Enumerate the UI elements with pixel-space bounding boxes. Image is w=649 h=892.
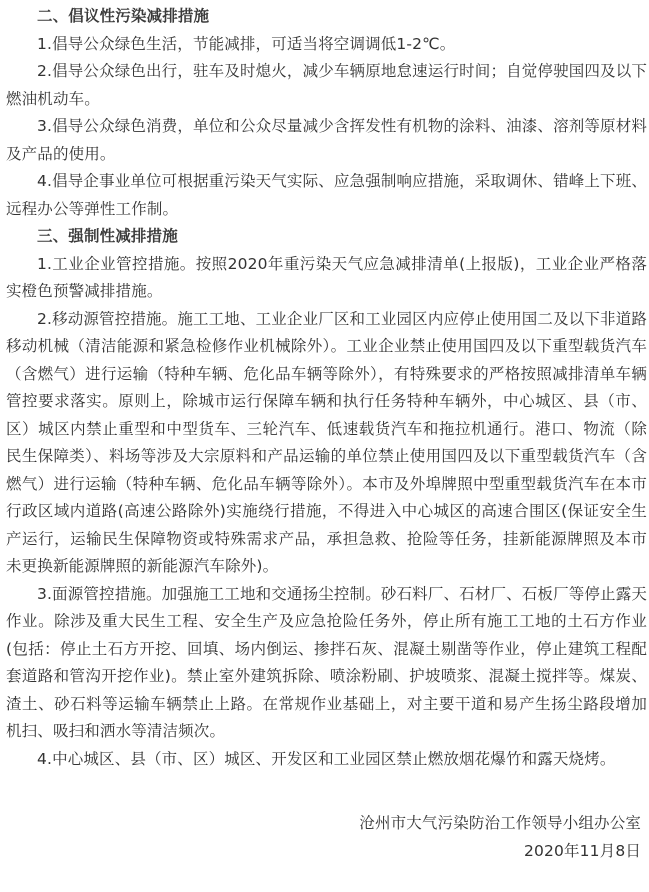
signature-date: 2020年11月8日 (523, 841, 641, 860)
section-3-item-2: 2.移动源管控措施。施工工地、工业企业厂区和工业园区内应停止使用国二及以下非道路移动机械（清洁能源和紧急检修作业机械除外）。工业企业禁止使用国四及以下重型载货汽车（含燃气）进行运输（特种车辆、危化品车辆等除外），有特殊要求的严格按照减排清单车辆管控要求落实。原则上，除城市运行保障车辆和执行任务特种车辆外，中心城区、县（市、区）城区内禁止重型和中型货车、三轮汽车、低速载货汽车和拖拉机通行。港口、物流（除民生保障类）、料场等涉及大宗原料和产品运输的单位禁止使用国四及以下重型载货汽车（含燃气）进行运输（特种车辆、危化品车辆等除外）。本市及外埠牌照中型重型载货汽车在本市行政区域内道路(高速公路除外)实施绕行措施，不得进入中心城区的高速合围区(保证安全生产运行，运输民生保障物资或特殊需求产品，承担急救、抢险等任务，挂新能源牌照及本市未更换新能源牌照的新能源汽车除外)。 (6, 309, 647, 575)
section-2-item-4: 4.倡导企事业单位可根据重污染天气实际、应急强制响应措施，采取调休、错峰上下班、远程办公等弹性工作制。 (6, 172, 647, 218)
section-2-item-1: 1.倡导公众绿色生活，节能减排，可适当将空调调低1-2℃。 (37, 34, 456, 53)
section-2-heading: 二、倡议性污染减排措施 (37, 7, 210, 25)
section-3-heading: 三、强制性减排措施 (37, 227, 178, 245)
section-3-item-1: 1.工业企业管控措施。按照2020年重污染天气应急减排清单(上报版)，工业企业严格落实橙色预警减排措施。 (6, 254, 647, 300)
spacer (6, 800, 647, 810)
signature-org: 沧州市大气污染防治工作领导小组办公室 (359, 814, 641, 832)
section-3-item-3: 3.面源管控措施。加强施工工地和交通扬尘控制。砂石料厂、石材厂、石板厂等停止露天作业。除涉及重大民生工程、安全生产及应急抢险任务外，停止所有施工工地的土石方作业(包括：停止土石方开挖、回填、场内倒运、掺拌石灰、混凝土剔凿等作业，停止建筑工程配套道路和管沟开挖作业)。禁止室外建筑拆除、喷涂粉刷、护坡喷浆、混凝土搅拌等。煤炭、渣土、砂石料等运输车辆禁止上路。在常规作业基础上，对主要干道和易产生扬尘路段增加机扫、吸扫和洒水等清洁频次。 (6, 584, 647, 740)
section-2-item-3: 3.倡导公众绿色消费，单位和公众尽量减少含挥发性有机物的涂料、油漆、溶剂等原材料及产品的使用。 (6, 117, 647, 163)
section-3-item-4: 4.中心城区、县（市、区）城区、开发区和工业园区禁止燃放烟花爆竹和露天烧烤。 (37, 749, 616, 768)
section-2-item-2: 2.倡导公众绿色出行，驻车及时熄火，减少车辆原地怠速运行时间；自觉停驶国四及以下燃油机动车。 (6, 62, 647, 108)
spacer (6, 773, 647, 800)
